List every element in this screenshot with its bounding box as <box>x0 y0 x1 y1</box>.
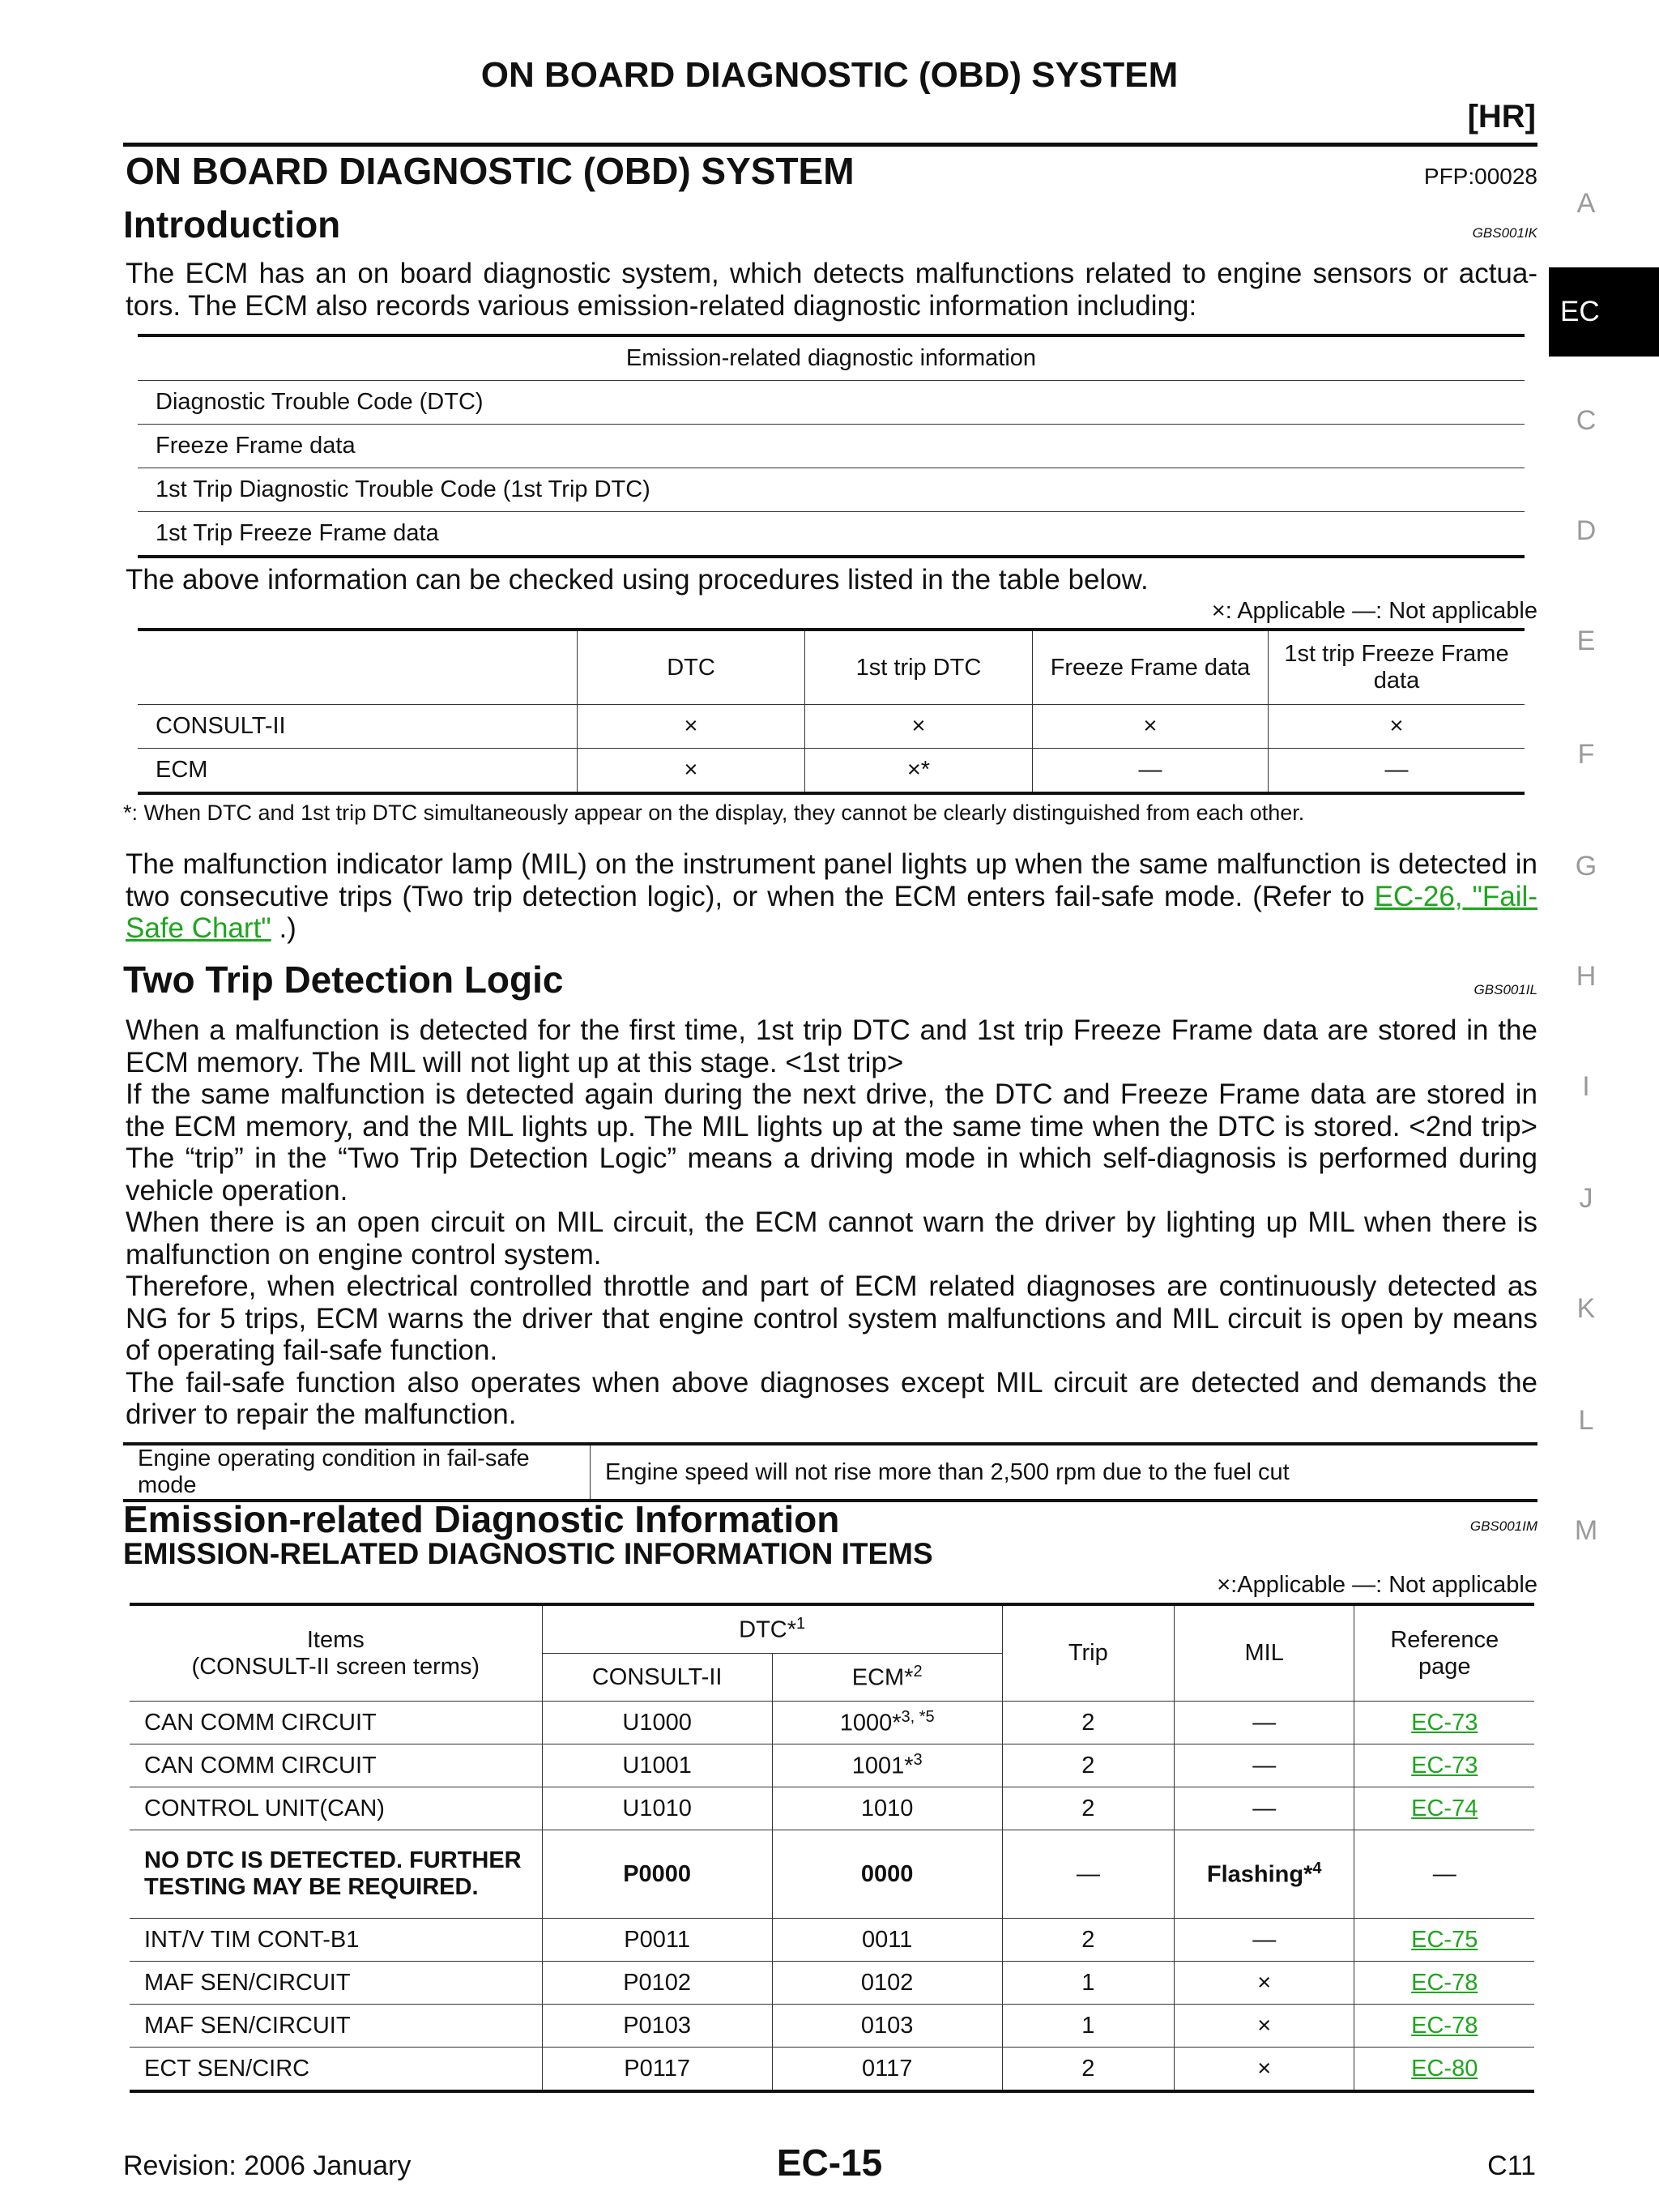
col-ref: Reference page <box>1354 1604 1534 1702</box>
trip-cell: 2 <box>1002 1744 1174 1787</box>
table-cell: ×* <box>805 749 1033 794</box>
trip-cell: 2 <box>1002 2048 1174 2092</box>
item-cell: MAF SEN/CIRCUIT <box>130 1962 542 2005</box>
legend-applicable: ×: Applicable —: Not applicable <box>1211 598 1537 624</box>
ecm-footnote: 3, *5 <box>901 1708 935 1727</box>
table-row <box>130 1787 1534 1830</box>
table-row <box>130 1830 1534 1919</box>
col-items-sub: (CONSULT-II screen terms) <box>191 1653 480 1680</box>
table-header <box>138 630 578 705</box>
side-index-letter[interactable]: E <box>1576 626 1596 656</box>
mil-value: — <box>1252 1752 1277 1779</box>
mil-text-after: .) <box>271 912 296 944</box>
two-trip-heading: Two Trip Detection Logic <box>123 959 564 1001</box>
col-consult: CONSULT-II <box>542 1654 772 1702</box>
side-index-letter[interactable]: D <box>1576 515 1597 546</box>
reference-link[interactable]: EC-73 <box>1411 1709 1478 1736</box>
table-cell: — <box>1033 749 1269 794</box>
footnote: *: When DTC and 1st trip DTC simultaneously appear on the display, they cannot be clearly distinguished from each other. <box>123 801 1305 825</box>
emission-info-table <box>138 334 1525 558</box>
ref-cell <box>1354 1702 1534 1744</box>
ecm-cell <box>772 1830 1002 1919</box>
col-dtc <box>542 1604 1002 1654</box>
table-cell: × <box>578 749 805 794</box>
col-mil: MIL <box>1174 1604 1354 1702</box>
reference-link[interactable]: EC-80 <box>1411 2055 1478 2082</box>
ecm-code: 0102 <box>860 1969 914 1996</box>
consult-cell: P0011 <box>542 1919 772 1962</box>
ref-cell <box>1354 1787 1534 1830</box>
col-items-label: Items <box>306 1626 365 1653</box>
mil-cell <box>1174 1702 1354 1744</box>
emission-code: GBS001IM <box>1469 1518 1537 1534</box>
emission-subheading: EMISSION-RELATED DIAGNOSTIC INFORMATION ITEMS <box>123 1537 933 1570</box>
consult-cell: U1001 <box>542 1744 772 1787</box>
table-row: 1st Trip Diagnostic Trouble Code (1st Trip DTC) <box>156 476 650 502</box>
table-row <box>130 1962 1534 2005</box>
fail-safe-chart-link[interactable]: EC-26, "Fail-Safe Chart" <box>126 880 1537 944</box>
fail-safe-table <box>123 1442 1537 1502</box>
mil-value: × <box>1257 2012 1272 2039</box>
mil-cell <box>1174 1830 1354 1919</box>
consult-cell: P0117 <box>542 2048 772 2092</box>
consult-cell: P0103 <box>542 2005 772 2048</box>
mil-text-before: The malfunction indicator lamp (MIL) on the instrument panel lights up when the same malfunction is detected in two consecutive trips (Two trip detection logic), or when the ECM enters fail-safe mode. (Refer to <box>126 848 1537 912</box>
intro-text: The ECM has an on board diagnostic system, which detects malfunctions related to engine sensors or actua-tors. The ECM also records various emission-related diagnostic information including: <box>126 258 1537 322</box>
reference-link[interactable]: EC-78 <box>1411 2012 1478 2039</box>
ecm-code: 1001* <box>851 1753 914 1779</box>
mil-cell <box>1174 2005 1354 2048</box>
trip-cell: 2 <box>1002 1702 1174 1744</box>
ecm-cell <box>772 2048 1002 2092</box>
table-cell: × <box>1269 705 1525 749</box>
side-index-letter[interactable]: K <box>1576 1293 1596 1324</box>
table-header: DTC <box>578 630 805 705</box>
col-items <box>130 1604 542 1702</box>
table-row: Diagnostic Trouble Code (DTC) <box>156 389 484 415</box>
trip-cell: 1 <box>1002 2005 1174 2048</box>
side-index-letter[interactable]: A <box>1576 188 1596 219</box>
footer-model-code: C11 <box>1487 2150 1536 2181</box>
ecm-code: 1010 <box>860 1795 914 1821</box>
mil-value: × <box>1257 1969 1272 1996</box>
fail-safe-value: Engine speed will not rise more than 2,500 rpm due to the fuel cut <box>591 1444 1538 1501</box>
mil-cell <box>1174 1787 1354 1830</box>
table-cell: × <box>805 705 1033 749</box>
ecm-cell <box>772 1962 1002 2005</box>
col-ecm-label: ECM* <box>851 1664 914 1691</box>
header-rule <box>123 143 1537 147</box>
mil-value: — <box>1252 1926 1277 1953</box>
mil-footnote: 4 <box>1312 1860 1322 1878</box>
trip-cell: 1 <box>1002 1962 1174 2005</box>
reference-link[interactable]: EC-74 <box>1411 1795 1478 1821</box>
mil-text <box>126 848 1537 945</box>
trip-cell: — <box>1002 1830 1174 1919</box>
side-index-letter[interactable]: J <box>1579 1183 1593 1214</box>
side-index-letter[interactable]: M <box>1574 1515 1598 1546</box>
check-text: The above information can be checked using procedures listed in the table below. <box>126 564 1149 596</box>
item-cell: CONTROL UNIT(CAN) <box>130 1787 542 1830</box>
pfp-code: PFP:00028 <box>1423 164 1537 189</box>
mil-cell <box>1174 1962 1354 2005</box>
table-row: Freeze Frame data <box>156 433 356 459</box>
trip-cell: 2 <box>1002 1787 1174 1830</box>
check-procedure-table <box>138 628 1525 795</box>
table-cell: ECM <box>156 757 208 783</box>
consult-cell: U1010 <box>542 1787 772 1830</box>
side-index-active-tab[interactable]: EC <box>1549 267 1659 357</box>
engine-tag: [HR] <box>1467 99 1536 135</box>
page-top-title: ON BOARD DIAGNOSTIC (OBD) SYSTEM <box>480 55 1179 95</box>
table-cell: CONSULT-II <box>156 713 286 739</box>
col-ecm <box>772 1654 1002 1702</box>
paragraph: The fail-safe function also operates when above diagnoses except MIL circuit are detected and demands the driver to repair the malfunction. <box>126 1366 1537 1430</box>
ecm-code: 0000 <box>860 1860 914 1887</box>
mil-cell <box>1174 2048 1354 2092</box>
mil-value: × <box>1257 2055 1272 2082</box>
ref-cell <box>1354 1744 1534 1787</box>
paragraph: When a malfunction is detected for the first time, 1st trip DTC and 1st trip Freeze Frame data are stored in the ECM memory. The MIL will not light up at this stage. <1st trip> <box>126 1014 1537 1078</box>
col-dtc-label: DTC* <box>739 1616 797 1643</box>
table-header: 1st trip Freeze Frame data <box>1269 630 1525 705</box>
intro-code: GBS001IK <box>1472 225 1537 241</box>
ref-cell: — <box>1354 1830 1534 1919</box>
mil-value: — <box>1252 1709 1277 1736</box>
ecm-cell <box>772 1702 1002 1744</box>
table-header: Freeze Frame data <box>1033 630 1269 705</box>
mil-cell <box>1174 1919 1354 1962</box>
two-trip-code: GBS001IL <box>1473 982 1537 997</box>
ecm-cell <box>772 2005 1002 2048</box>
ecm-code: 1000* <box>839 1710 902 1736</box>
emission-legend: ×:Applicable —: Not applicable <box>1217 1572 1537 1598</box>
side-index-letter[interactable]: F <box>1577 739 1595 770</box>
ref-cell <box>1354 1919 1534 1962</box>
side-index-letter[interactable]: H <box>1576 961 1597 992</box>
col-trip: Trip <box>1002 1604 1174 1702</box>
item-cell: INT/V TIM CONT-B1 <box>130 1919 542 1962</box>
emission-items-table <box>130 1603 1534 2093</box>
mil-value: Flashing* <box>1206 1861 1313 1888</box>
footer-revision: Revision: 2006 January <box>123 2150 412 2181</box>
ref-cell <box>1354 2005 1534 2048</box>
mil-value: — <box>1252 1795 1277 1821</box>
consult-cell: P0102 <box>542 1962 772 2005</box>
consult-cell: P0000 <box>542 1830 772 1919</box>
ecm-code: 0103 <box>860 2012 914 2039</box>
footer-page-number: EC-15 <box>776 2142 883 2184</box>
side-index-letter[interactable]: G <box>1575 851 1597 882</box>
item-cell: CAN COMM CIRCUIT <box>130 1702 542 1744</box>
ecm-cell <box>772 1787 1002 1830</box>
ref-cell <box>1354 2048 1534 2092</box>
ecm-code: 0117 <box>861 2055 913 2082</box>
ecm-footnote: 3 <box>913 1751 923 1770</box>
table-row <box>130 2005 1534 2048</box>
ecm-code: 0011 <box>861 1926 913 1953</box>
two-trip-text <box>126 1014 1537 1431</box>
paragraph: Therefore, when electrical controlled throttle and part of ECM related diagnoses are continuously detected as NG for 5 trips, ECM warns the driver that engine control system malfunctions and MIL circuit is open by means of operating fail-safe function. <box>126 1270 1537 1366</box>
consult-cell: U1000 <box>542 1702 772 1744</box>
section-title: ON BOARD DIAGNOSTIC (OBD) SYSTEM <box>126 150 855 192</box>
trip-cell: 2 <box>1002 1919 1174 1962</box>
table-row <box>130 1702 1534 1744</box>
ecm-cell <box>772 1744 1002 1787</box>
ref-cell <box>1354 1962 1534 2005</box>
emission-info-header: Emission-related diagnostic information <box>625 345 1037 371</box>
item-cell: ECT SEN/CIRC <box>130 2048 542 2092</box>
item-cell: MAF SEN/CIRCUIT <box>130 2005 542 2048</box>
table-row <box>130 1744 1534 1787</box>
side-index-letter[interactable]: I <box>1582 1071 1590 1102</box>
table-header: 1st trip DTC <box>805 630 1033 705</box>
col-ecm-sup: 2 <box>913 1663 923 1681</box>
fail-safe-label: Engine operating condition in fail-safe mode <box>138 1445 530 1498</box>
emission-heading: Emission-related Diagnostic Information <box>123 1498 840 1540</box>
table-row <box>130 2048 1534 2092</box>
side-index-letter[interactable]: L <box>1578 1405 1594 1436</box>
reference-link[interactable]: EC-75 <box>1411 1926 1478 1953</box>
mil-cell <box>1174 1744 1354 1787</box>
ecm-cell <box>772 1919 1002 1962</box>
side-index-letter[interactable]: C <box>1576 405 1597 436</box>
table-cell: — <box>1269 749 1525 794</box>
paragraph: When there is an open circuit on MIL circuit, the ECM cannot warn the driver by lighting up MIL when there is malfunction on engine control system. <box>126 1206 1537 1270</box>
table-row: 1st Trip Freeze Frame data <box>156 520 439 546</box>
reference-link[interactable]: EC-78 <box>1411 1969 1478 1996</box>
reference-link[interactable]: EC-73 <box>1411 1752 1478 1779</box>
intro-heading: Introduction <box>123 203 341 246</box>
table-cell: × <box>578 705 805 749</box>
table-cell: × <box>1033 705 1269 749</box>
paragraph: If the same malfunction is detected again during the next drive, the DTC and Freeze Frame data are stored in the ECM memory, and the MIL lights up. The MIL lights up at the same time when the DTC is stored. <2nd trip> The “trip” in the “Two Trip Detection Logic” means a driving mode in which self-diagnosis is performed during vehicle operation. <box>126 1078 1537 1206</box>
table-row <box>130 1919 1534 1962</box>
item-cell: CAN COMM CIRCUIT <box>130 1744 542 1787</box>
item-cell: NO DTC IS DETECTED. FURTHER TESTING MAY BE REQUIRED. <box>130 1830 542 1919</box>
col-dtc-sup: 1 <box>796 1615 806 1633</box>
